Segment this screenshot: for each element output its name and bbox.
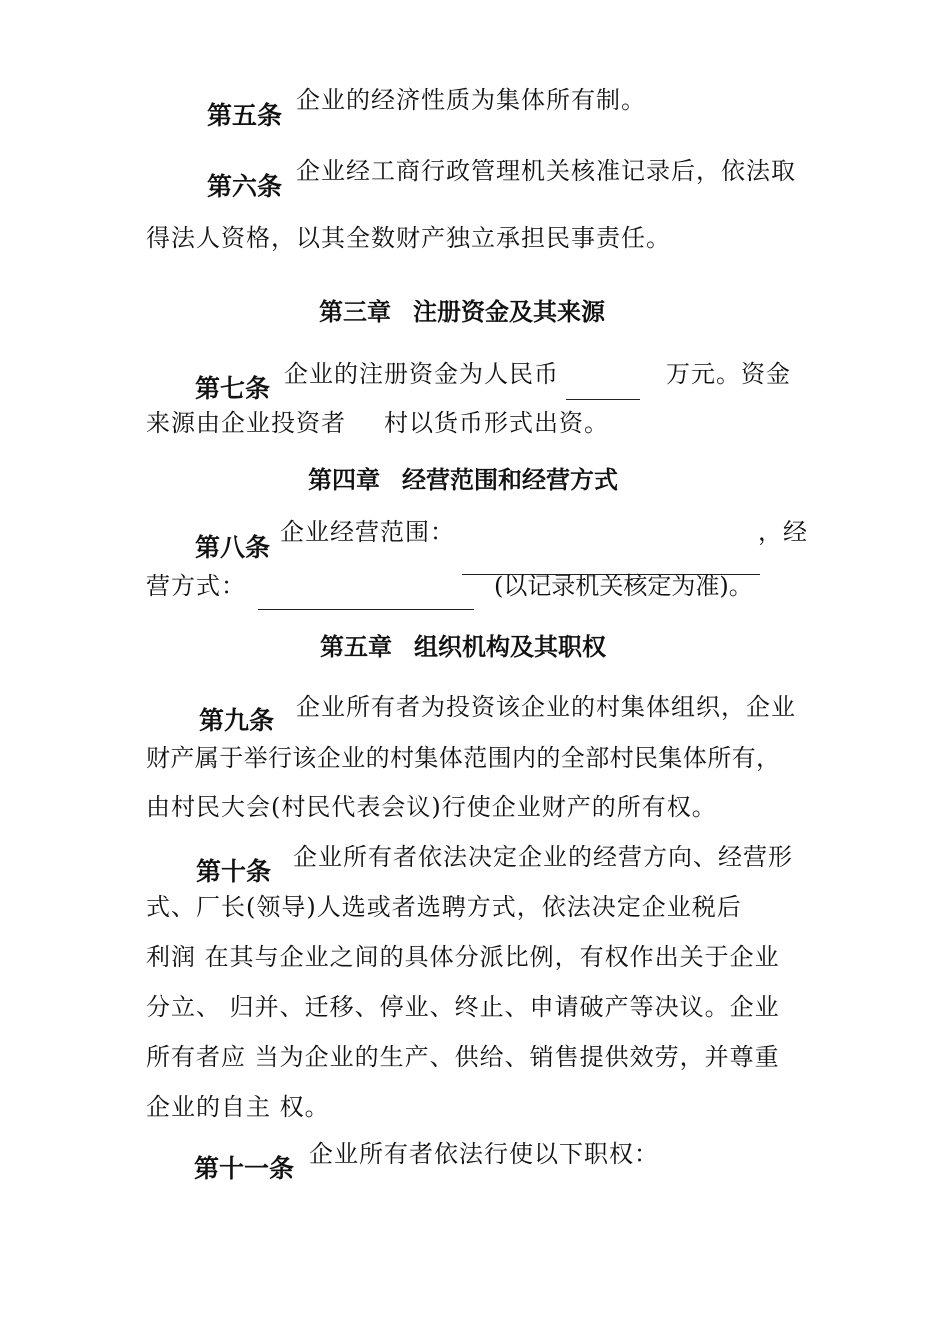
article-9-label: 第九条 — [199, 706, 275, 735]
article-11-text: 企业所有者依法行使以下职权： — [309, 1140, 659, 1168]
article-6-label: 第六条 — [207, 172, 283, 201]
chapter-3-heading — [319, 297, 605, 327]
article-10-line-3: 利润 在其与企业之间的具体分派比例，有权作出关于企业 — [146, 943, 780, 971]
business-mode-blank — [258, 609, 474, 610]
article-10-line-4: 分立、 归并、迁移、停业、终止、申请破产等决议。企业 — [146, 993, 780, 1021]
article-8-line-1a: 企业经营范围： — [280, 518, 455, 546]
article-8-line-1b: ，经 — [758, 518, 808, 546]
article-10-line-1: 企业所有者依法决定企业的经营方向、经营形 — [293, 843, 793, 871]
article-8-line-2a: 营方式： — [146, 572, 246, 600]
chapter-3-title: 注册资金及其来源 — [413, 298, 605, 326]
chapter-5-title: 组织机构及其职权 — [414, 633, 606, 661]
chapter-4-heading — [308, 465, 618, 495]
article-8-line-2b: (以记录机关核定为准)。 — [494, 572, 753, 600]
chapter-3-number: 第三章 — [319, 298, 391, 326]
article-10-line-2: 式、厂长(领导)人选或者选聘方式，依法决定企业税后 — [146, 893, 742, 921]
article-9-line-3: 由村民大会(村民代表会议)行使企业财产的所有权。 — [146, 793, 717, 821]
chapter-4-title: 经营范围和经营方式 — [402, 466, 618, 494]
chapter-4-number: 第四章 — [308, 466, 380, 494]
article-9-line-1: 企业所有者为投资该企业的村集体组织，企业 — [296, 693, 796, 721]
chapter-5-heading — [320, 632, 606, 662]
article-7-label: 第七条 — [195, 374, 271, 403]
article-8-label: 第八条 — [195, 533, 271, 562]
article-11-label: 第十一条 — [194, 1154, 295, 1183]
article-6-line-1: 企业经工商行政管理机关核准记录后，依法取 — [296, 157, 796, 185]
article-7-line-1b: 万元。资金 — [666, 360, 791, 388]
article-7-line-1a: 企业的注册资金为人民币 — [284, 360, 559, 388]
article-5-label: 第五条 — [207, 101, 283, 130]
article-6-line-2: 得法人资格，以其全数财产独立承担民事责任。 — [146, 224, 671, 252]
article-7-line-2a: 来源由企业投资者 — [146, 409, 346, 437]
article-10-line-5: 所有者应 当为企业的生产、供给、销售提供效劳，并尊重 — [146, 1043, 780, 1071]
capital-amount-blank — [566, 399, 640, 400]
article-5-text: 企业的经济性质为集体所有制。 — [296, 86, 646, 114]
article-7-line-2b: 村以货币形式出资。 — [384, 409, 609, 437]
article-9-line-2: 财产属于举行该企业的村集体范围内的全部村民集体所有， — [146, 744, 781, 772]
chapter-5-number: 第五章 — [320, 633, 392, 661]
article-10-line-6: 企业的自主 权。 — [146, 1093, 330, 1121]
article-10-label: 第十条 — [196, 857, 272, 886]
